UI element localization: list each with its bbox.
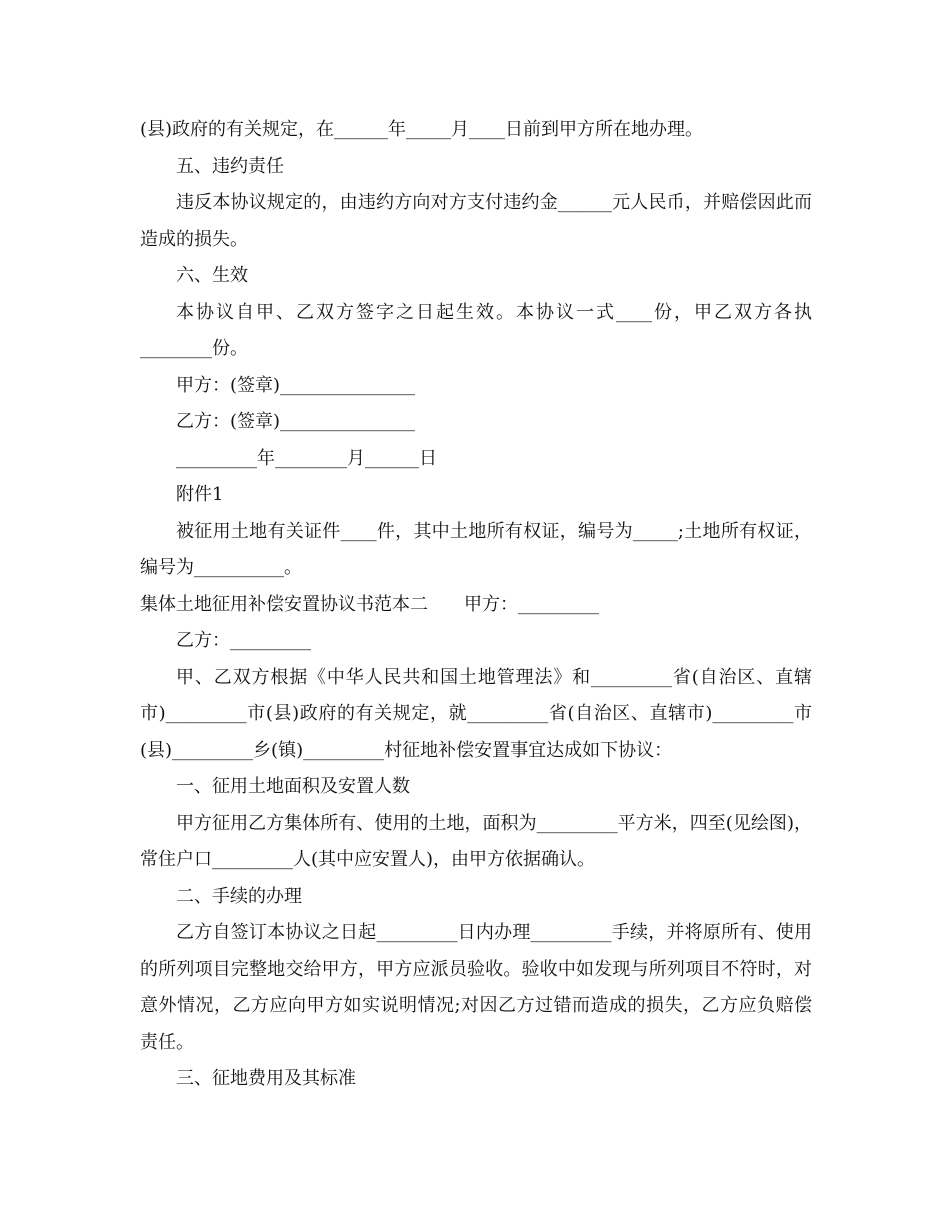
paragraph-clause-continuation: (县)政府的有关规定，在______年_____月____日前到甲方所在地办理。 xyxy=(140,119,704,140)
signature-party-b: 乙方：(签章)_______________ xyxy=(176,411,416,432)
document-body xyxy=(140,112,812,1098)
party-b-line: 乙方：_________ xyxy=(176,630,311,651)
section-heading-land-area: 一、征用土地面积及安置人数 xyxy=(176,776,410,797)
paragraph-procedures: 乙方自签订本协议之日起_________日内办理_________手续，并将原所有、使用的所列项目完整地交给甲方，甲方应派员验收。验收中如发现与所列项目不符时，对意外情况，乙方应向甲方如实说明情况;对因乙方过错而造成的损失，乙方应负赔偿责任。 xyxy=(140,922,812,1053)
section-heading-procedures: 二、手续的办理 xyxy=(176,885,302,907)
paragraph-attachment: 被征用土地有关证件____件，其中土地所有权证，编号为_____;土地所有权证，编号为__________。 xyxy=(140,520,812,578)
paragraph-effective: 本协议自甲、乙双方签字之日起生效。本协议一式____份，甲乙双方各执________份。 xyxy=(140,301,812,359)
paragraph-penalty: 违反本协议规定的，由违约方向对方支付违约金______元人民币，并赔偿因此而造成的损失。 xyxy=(140,192,812,250)
signature-date: _________年________月______日 xyxy=(176,447,437,469)
template-two-title: 集体土地征用补偿安置协议书范本二 甲方：_________ xyxy=(140,593,599,615)
paragraph-agreement-basis: 甲、乙双方根据《中华人民共和国土地管理法》和_________省(自治区、直辖市)_________市(县)政府的有关规定，就_________省(自治区、直辖市)_________市(县)_________乡(镇)_________村征地补偿安置事宜达成如下协议： xyxy=(140,666,812,761)
section-heading-breach: 五、违约责任 xyxy=(176,155,284,177)
paragraph-land-area: 甲方征用乙方集体所有、使用的土地，面积为_________平方米，四至(见绘图)，常住户口_________人(其中应安置人)，由甲方依据确认。 xyxy=(140,812,812,870)
attachment-heading: 附件1 xyxy=(176,484,224,505)
signature-party-a: 甲方：(签章)_______________ xyxy=(176,374,416,396)
section-heading-fees: 三、征地费用及其标准 xyxy=(176,1068,356,1089)
section-heading-effective: 六、生效 xyxy=(176,265,248,286)
